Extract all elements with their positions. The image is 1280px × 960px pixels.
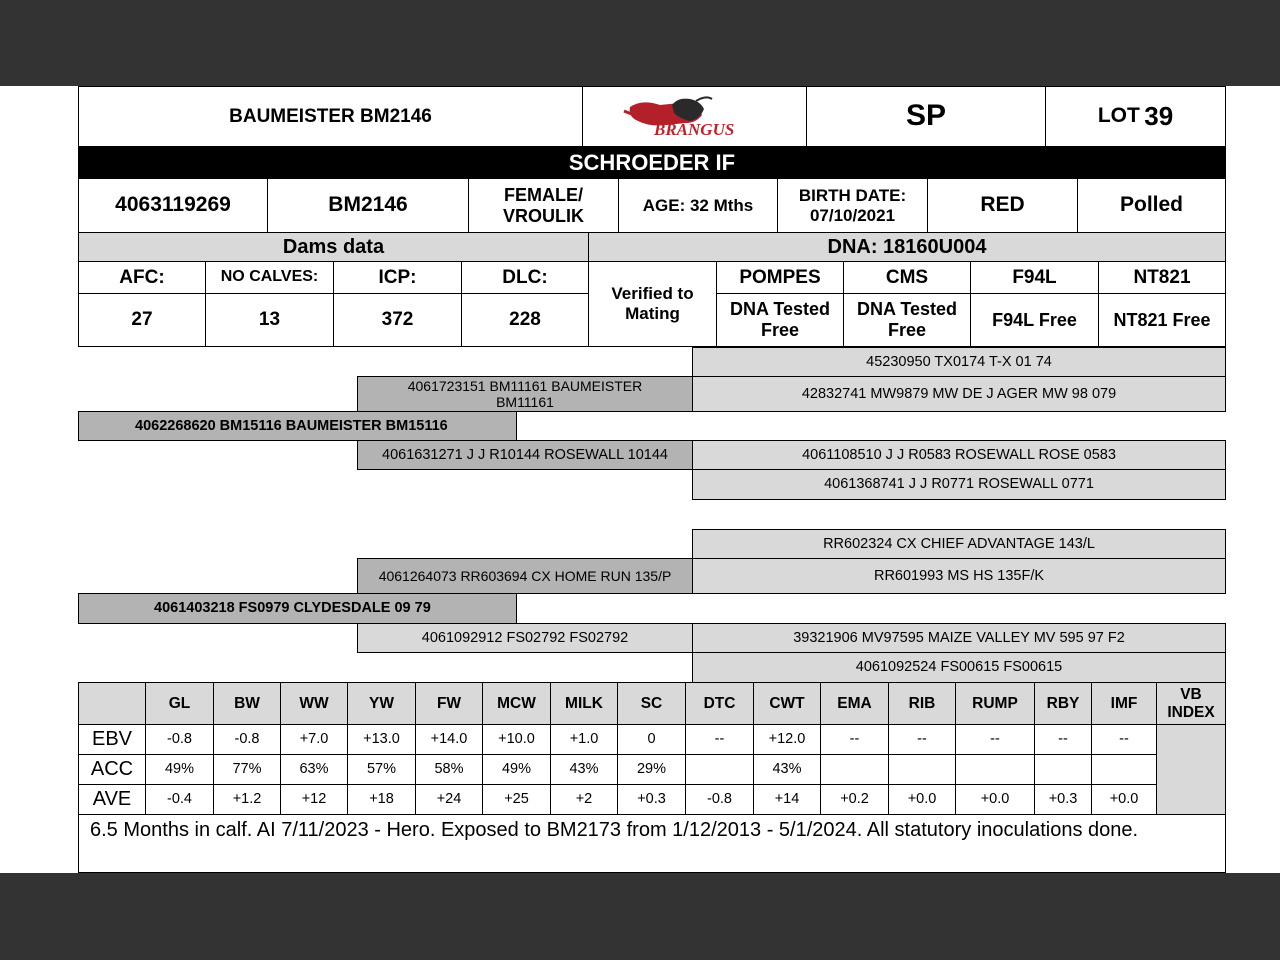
animal-sex: FEMALE/ VROULIK	[468, 178, 619, 233]
ebv-value: --	[955, 724, 1035, 755]
ave-value: +1.2	[213, 784, 281, 815]
ave-row-label: AVE	[78, 784, 146, 815]
dam-sire: 4061264073 RR603694 CX HOME RUN 135/P	[357, 558, 693, 594]
ebv-header-bw: BW	[213, 682, 281, 725]
ebv-header-rby: RBY	[1034, 682, 1092, 725]
sire-sire: 4061723151 BM11161 BAUMEISTER BM11161	[357, 376, 693, 412]
sire: 4062268620 BM15116 BAUMEISTER BM15116	[78, 411, 517, 441]
ebv-value: --	[1034, 724, 1092, 755]
icp-value: 372	[333, 293, 462, 347]
pompes-label: POMPES	[716, 261, 844, 294]
dam-sire-sire: RR602324 CX CHIEF ADVANTAGE 143/L	[692, 529, 1226, 559]
ebv-corner	[78, 682, 146, 725]
verified-to-mating: Verified to Mating	[588, 261, 717, 347]
animal-colour: RED	[927, 178, 1078, 233]
no-calves-value: 13	[205, 293, 334, 347]
dam-dam: 4061092912 FS02792 FS02792	[357, 623, 693, 653]
bull-logo-icon	[620, 93, 770, 141]
ebv-value: -0.8	[213, 724, 281, 755]
ebv-value: 0	[617, 724, 686, 755]
ebv-header-rib: RIB	[888, 682, 956, 725]
cms-result: DNA Tested Free	[843, 293, 971, 347]
dam-sire-dam: RR601993 MS HS 135F/K	[692, 558, 1226, 594]
nt821-label: NT821	[1098, 261, 1226, 294]
ebv-value: +7.0	[280, 724, 348, 755]
acc-value	[955, 754, 1035, 785]
animal-tag: BM2146	[267, 178, 469, 233]
no-calves-label: NO CALVES:	[205, 261, 334, 294]
f94l-result: F94L Free	[970, 293, 1099, 347]
ave-value: +0.3	[617, 784, 686, 815]
icp-label: ICP:	[333, 261, 462, 294]
ebv-row-label: EBV	[78, 724, 146, 755]
ebv-value: --	[685, 724, 754, 755]
acc-value	[888, 754, 956, 785]
animal-name: BAUMEISTER BM2146	[78, 86, 583, 147]
ebv-header-ww: WW	[280, 682, 348, 725]
ave-value: +14	[753, 784, 821, 815]
acc-value: 63%	[280, 754, 348, 785]
ebv-value: --	[888, 724, 956, 755]
acc-value	[1034, 754, 1092, 785]
ebv-header-yw: YW	[347, 682, 416, 725]
birth-date: BIRTH DATE: 07/10/2021	[777, 178, 928, 233]
acc-value	[1091, 754, 1157, 785]
acc-value: 29%	[617, 754, 686, 785]
ebv-value: +14.0	[415, 724, 483, 755]
dams-data-title: Dams data	[78, 232, 589, 262]
dam: 4061403218 FS0979 CLYDESDALE 09 79	[78, 593, 517, 624]
ebv-value: +13.0	[347, 724, 416, 755]
ebv-header-imf: IMF	[1091, 682, 1157, 725]
animal-id: 4063119269	[78, 178, 268, 233]
vb-index-value	[1156, 724, 1226, 815]
dna-title: DNA: 18160U004	[588, 232, 1226, 262]
pompes-result: DNA Tested Free	[716, 293, 844, 347]
footer-note: 6.5 Months in calf. AI 7/11/2023 - Hero. Exposed to BM2173 from 1/12/2013 - 5/1/2024. All statutory inoculations done.	[78, 814, 1226, 873]
ebv-value: -0.8	[145, 724, 214, 755]
ave-value: +0.0	[888, 784, 956, 815]
category-code: SP	[806, 86, 1046, 147]
ebv-header-ema: EMA	[820, 682, 889, 725]
lot-number: LOT 39	[1045, 86, 1226, 147]
acc-value: 57%	[347, 754, 416, 785]
ave-value: +24	[415, 784, 483, 815]
sire-dam-sire: 4061108510 J J R0583 ROSEWALL ROSE 0583	[692, 440, 1226, 470]
sire-sire-dam: 42832741 MW9879 MW DE J AGER MW 98 079	[692, 376, 1226, 412]
vb-index-header: VB INDEX	[1156, 682, 1226, 725]
cms-label: CMS	[843, 261, 971, 294]
owner-banner: SCHROEDER IF	[78, 146, 1226, 179]
afc-label: AFC:	[78, 261, 206, 294]
ebv-header-rump: RUMP	[955, 682, 1035, 725]
acc-value: 49%	[482, 754, 551, 785]
animal-age: AGE: 32 Mths	[618, 178, 778, 233]
ave-value: +25	[482, 784, 551, 815]
ebv-value: --	[820, 724, 889, 755]
ave-value: +0.2	[820, 784, 889, 815]
svg-text:BRANGUS: BRANGUS	[653, 119, 734, 139]
afc-value: 27	[78, 293, 206, 347]
dam-dam-sire: 39321906 MV97595 MAIZE VALLEY MV 595 97 F2	[692, 623, 1226, 653]
ebv-header-milk: MILK	[550, 682, 618, 725]
ave-value: +0.0	[1091, 784, 1157, 815]
acc-row-label: ACC	[78, 754, 146, 785]
dlc-value: 228	[461, 293, 589, 347]
ebv-value: +1.0	[550, 724, 618, 755]
sire-dam-dam: 4061368741 J J R0771 ROSEWALL 0771	[692, 469, 1226, 500]
lot-sheet	[0, 86, 1280, 873]
ebv-header-fw: FW	[415, 682, 483, 725]
ebv-header-gl: GL	[145, 682, 214, 725]
ebv-header-dtc: DTC	[685, 682, 754, 725]
nt821-result: NT821 Free	[1098, 293, 1226, 347]
ave-value: -0.8	[685, 784, 754, 815]
ebv-header-mcw: MCW	[482, 682, 551, 725]
ave-value: +18	[347, 784, 416, 815]
acc-value	[685, 754, 754, 785]
ebv-value: --	[1091, 724, 1157, 755]
ebv-header-sc: SC	[617, 682, 686, 725]
ebv-value: +10.0	[482, 724, 551, 755]
acc-value: 43%	[753, 754, 821, 785]
acc-value: 49%	[145, 754, 214, 785]
acc-value	[820, 754, 889, 785]
horn-status: Polled	[1077, 178, 1226, 233]
sire-sire-sire: 45230950 TX0174 T-X 01 74	[692, 347, 1226, 377]
ebv-value: +12.0	[753, 724, 821, 755]
dlc-label: DLC:	[461, 261, 589, 294]
sire-dam: 4061631271 J J R10144 ROSEWALL 10144	[357, 440, 693, 470]
ebv-header-cwt: CWT	[753, 682, 821, 725]
ave-value: +0.0	[955, 784, 1035, 815]
acc-value: 58%	[415, 754, 483, 785]
brangus-logo	[582, 86, 807, 147]
ave-value: +2	[550, 784, 618, 815]
ave-value: +12	[280, 784, 348, 815]
acc-value: 43%	[550, 754, 618, 785]
f94l-label: F94L	[970, 261, 1099, 294]
ave-value: +0.3	[1034, 784, 1092, 815]
acc-value: 77%	[213, 754, 281, 785]
dam-dam-dam: 4061092524 FS00615 FS00615	[692, 652, 1226, 683]
ave-value: -0.4	[145, 784, 214, 815]
